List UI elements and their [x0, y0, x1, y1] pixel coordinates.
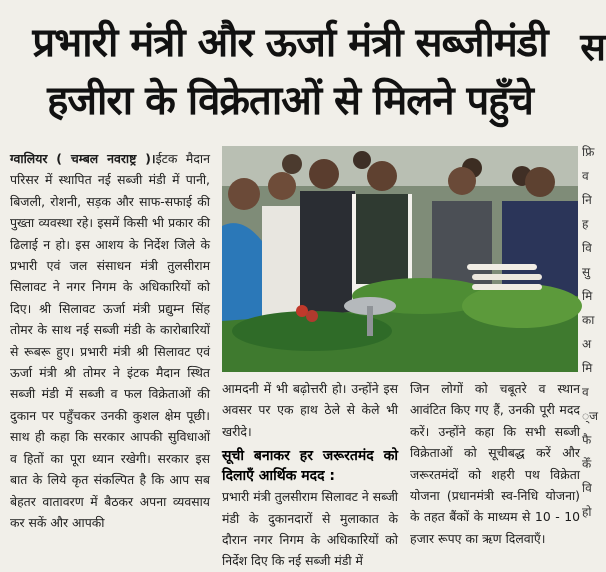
article-body-col2: प्रभारी मंत्री तुलसीराम सिलावट ने सब्जी मंडी के दुकानदारों से मुलाकात के दौरान नगर निगम के अधिकारियों को निर्देश दिए कि नई सब्जी मंडी में: [222, 489, 398, 569]
headline-line-1: प्रभारी मंत्री और ऊर्जा मंत्री सब्जीमंडी: [32, 20, 548, 66]
article-body-col2-intro: आमदनी में भी बढ़ोत्तरी हो। उन्होंने इस अवसर पर एक हाथ ठेले से केले भी खरीदे।: [222, 381, 398, 439]
photo-illustration: [222, 146, 578, 372]
article-body-col1: ईटक मैदान परिसर में स्थापित नई सब्जी मंडी में पानी, बिजली, रोशनी, सड़क और साफ-सफाई की पुख्ता व्यवस्था रहे। इसमें किसी भी प्रकार की ढिलाई न हो। इस आशय के निर्देश जिले के प्रभारी एवं जल संसाधन मंत्री तुलसीराम सिलावट ने नगर निगम के अधिकारियों को दिए। श्री सिलावट ऊर्जा मंत्री प्रद्युम्न सिंह तोमर के साथ नई सब्जी मंडी के कारोबारियों से रूबरू हुए। प्रभारी मंत्री श्री सिलावट एवं ऊर्जा मंत्री श्री तोमर ने इंटक मैदान स्थित सब्जी मंडी में सब्जी व फल विक्रेताओं की दुकान पर पहुँचकर उनकी कुशल क्षेम पूछी। साथ ही कहा कि सरकार आपकी सुविधाओं व हितों का पूरा ध्यान रखेगी। सरकार इस बात के लिये कृत संकल्पित है कि आप सब बेहतर वातावरण में बैठकर अपना व्यवसाय कर सकें और आपकी: [10, 151, 211, 530]
headline-line-2: हजीरा के विक्रेताओं से मिलने पहुँचे: [47, 78, 533, 124]
article-column-3: [410, 378, 580, 550]
dateline: ग्वालियर ( चम्बल नवराष्ट्र )।: [10, 151, 156, 166]
adjacent-column-fragment: फ्रि व नि ह वि सु मि का अ मि व ्ज फै केँ वि हो: [582, 145, 599, 519]
news-photo: [222, 146, 578, 372]
article-body-col3: जिन लोगों को चबूतरे व स्थान आवंटित किए गए हैं, उनकी पूरी मदद करें। उन्होंने कहा कि सभी सब्जी विक्रेताओं को सूचीबद्ध करें और जरूरतमंदों को शहरी पथ विक्रेता योजना (प्रधानमंत्री स्व-निधि योजना) के तहत बैंकों के माध्यम से 10 - 10 हजार रूपए का ऋण दिलवाएँ।: [410, 381, 580, 546]
article-column-1: [10, 148, 210, 548]
article-subheading: सूची बनाकर हर जरूरतमंद को दिलाएँ आर्थिक मदद :: [222, 448, 398, 485]
article-column-2: [222, 378, 398, 569]
adjacent-article-fragment: स: [580, 25, 606, 69]
